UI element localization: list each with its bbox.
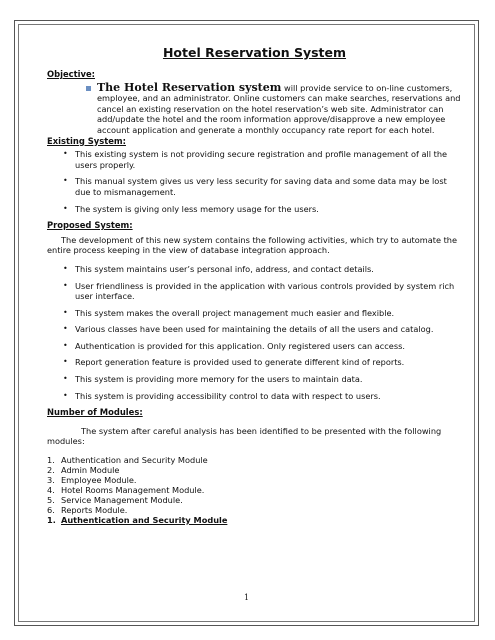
list-item: • Various classes have been used for maintaining the details of all the users and catalog. [63, 324, 434, 335]
list-item: • This manual system gives us very less security for saving data and some data may be lost due to mismanagement. [63, 176, 447, 197]
page-border [14, 20, 479, 626]
list-item: • This system is providing accessibility control to data with respect to users. [63, 390, 381, 401]
proposed-system-heading: Proposed System: [47, 220, 133, 231]
list-item: 5. Service Management Module. [47, 495, 183, 506]
bullet-icon: • [63, 357, 68, 367]
list-item: 3. Employee Module. [47, 475, 137, 486]
bullet-icon: • [63, 390, 68, 400]
list-item: • This system is providing more memory for the users to maintain data. [63, 374, 363, 385]
proposed-system-intro: The development of this new system contains the following activities, which try to automate the entire process keeping in the view of database integration approach. [47, 234, 458, 256]
page-number: 1 [243, 593, 250, 602]
list-item: • The system is giving only less memory usage for the users. [63, 203, 319, 214]
modules-heading: Number of Modules: [47, 407, 143, 418]
bullet-icon: • [63, 340, 68, 350]
bullet-icon: • [63, 374, 68, 384]
square-bullet-icon [86, 86, 91, 91]
bullet-icon: • [63, 263, 68, 273]
objective-text: will provide service to on-line customers, employee, and an administrator. Online customers can make searches, reservations and cancel an existing reservation on the hotel reservation’s web site. Administrator can add/update the hotel and the room information approve/disapprove a new employee account application and generate a monthly occupancy rate report for each hotel. [97, 82, 461, 135]
modules-intro: The system after careful analysis has been identified to be presented with the following modules: [47, 425, 442, 447]
list-item: • Authentication is provided for this application. Only registered users can access. [63, 340, 405, 351]
bullet-icon: • [63, 280, 68, 290]
objective-paragraph [87, 80, 462, 136]
bullet-icon: • [63, 149, 68, 159]
document-title: Hotel Reservation System [162, 45, 347, 60]
list-item: 6. Reports Module. [47, 505, 128, 516]
existing-system-list [47, 149, 462, 214]
objective-lead: The Hotel Reservation system [97, 80, 282, 94]
bullet-icon: • [63, 307, 68, 317]
existing-system-heading: Existing System: [47, 135, 126, 146]
objective-heading: Objective: [47, 69, 95, 79]
modules-list [47, 455, 462, 525]
proposed-system-list [47, 264, 462, 401]
list-item: 4. Hotel Rooms Management Module. [47, 485, 205, 496]
list-item: • User friendliness is provided in the application with various controls provided by system rich user interface. [63, 280, 455, 302]
bullet-icon: • [63, 203, 68, 213]
list-item: • Report generation feature is provided used to generate different kind of reports. [63, 357, 405, 368]
document-content [47, 45, 462, 525]
list-item: 1. Authentication and Security Module [47, 455, 208, 466]
list-item-section-heading: 1. Authentication and Security Module [47, 515, 228, 526]
list-item: • This system makes the overall project management much easier and flexible. [63, 307, 395, 318]
list-item: 2. Admin Module [47, 465, 120, 476]
list-item: • This existing system is not providing secure registration and profile management of all the users properly. [63, 149, 448, 170]
bullet-icon: • [63, 324, 68, 334]
bullet-icon: • [63, 176, 68, 186]
list-item: • This system maintains user’s personal info, address, and contact details. [63, 263, 374, 274]
